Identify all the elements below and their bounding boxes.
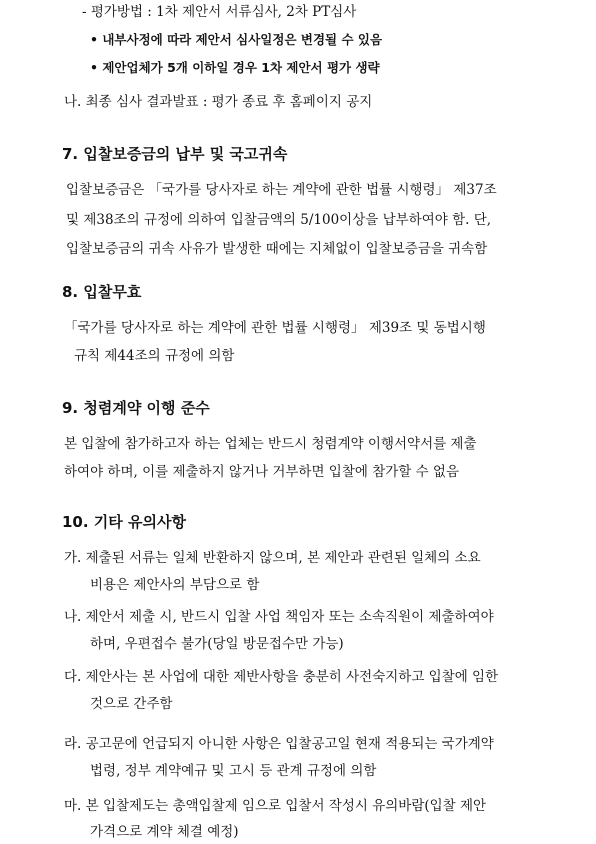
section-10-heading: 10. 기타 유의사항 — [62, 513, 186, 531]
list-item-line: 나. 제안서 제출 시, 반드시 입찰 사업 책임자 또는 소속직원이 제출하여야 — [64, 609, 494, 625]
eval-method-line: - 평가방법 : 1차 제안서 서류심사, 2차 PT심사 — [82, 4, 357, 20]
section-8-heading: 8. 입찰무효 — [62, 283, 142, 301]
section-9-text-line: 하여야 하며, 이를 제출하지 않거나 거부하면 입찰에 참가할 수 없음 — [64, 464, 460, 480]
list-item-line: 것으로 간주함 — [90, 696, 173, 712]
list-item-line: 다. 제안사는 본 사업에 대한 제반사항을 충분히 사전숙지하고 입찰에 임한 — [64, 669, 499, 685]
section-7-text-line: 입찰보증금은 「국가를 당사자로 하는 계약에 관한 법률 시행령」 제37조 — [66, 182, 497, 198]
list-item-line: 라. 공고문에 언급되지 아니한 사항은 입찰공고일 현재 적용되는 국가계약 — [64, 736, 494, 752]
list-item-line: 가. 제출된 서류는 일체 반환하지 않으며, 본 제안과 관련된 일체의 소요 — [64, 550, 481, 566]
section-7-heading: 7. 입찰보증금의 납부 및 국고귀속 — [62, 145, 288, 163]
section-7-text-line: 입찰보증금의 귀속 사유가 발생한 때에는 지체없이 입찰보증금을 귀속함 — [66, 241, 488, 257]
list-item-line: 가격으로 계약 체결 예정) — [90, 824, 239, 840]
section-9-heading: 9. 청렴계약 이행 준수 — [62, 399, 210, 417]
section-7-text-line: 및 제38조의 규정에 의하여 입찰금액의 5/100이상을 납부하여야 함. 단, — [66, 212, 492, 228]
list-item-line: 비용은 제안사의 부담으로 함 — [90, 577, 260, 593]
list-item-line: 법령, 정부 계약예규 및 고시 등 관계 규정에 의함 — [90, 763, 377, 779]
section-9-text-line: 본 입찰에 참가하고자 하는 업체는 반드시 청렴계약 이행서약서를 제출 — [64, 436, 477, 452]
section-8-text-line: 규칙 제44조의 규정에 의함 — [74, 348, 235, 364]
skip-eval-note: • 제안업체가 5개 이하일 경우 1차 제안서 평가 생략 — [90, 60, 380, 75]
list-item-line: 하며, 우편접수 불가(당일 방문접수만 가능) — [90, 636, 344, 652]
result-announcement-line: 나. 최종 심사 결과발표 : 평가 종료 후 홈페이지 공지 — [64, 94, 373, 110]
section-8-text-line: 「국가를 당사자로 하는 계약에 관한 법률 시행령」 제39조 및 동법시행 — [64, 320, 486, 336]
schedule-note: • 내부사정에 따라 제안서 심사일정은 변경될 수 있음 — [90, 32, 383, 47]
list-item-line: 마. 본 입찰제도는 총액입찰제 임으로 입찰서 작성시 유의바람(입찰 제안 — [64, 798, 487, 814]
